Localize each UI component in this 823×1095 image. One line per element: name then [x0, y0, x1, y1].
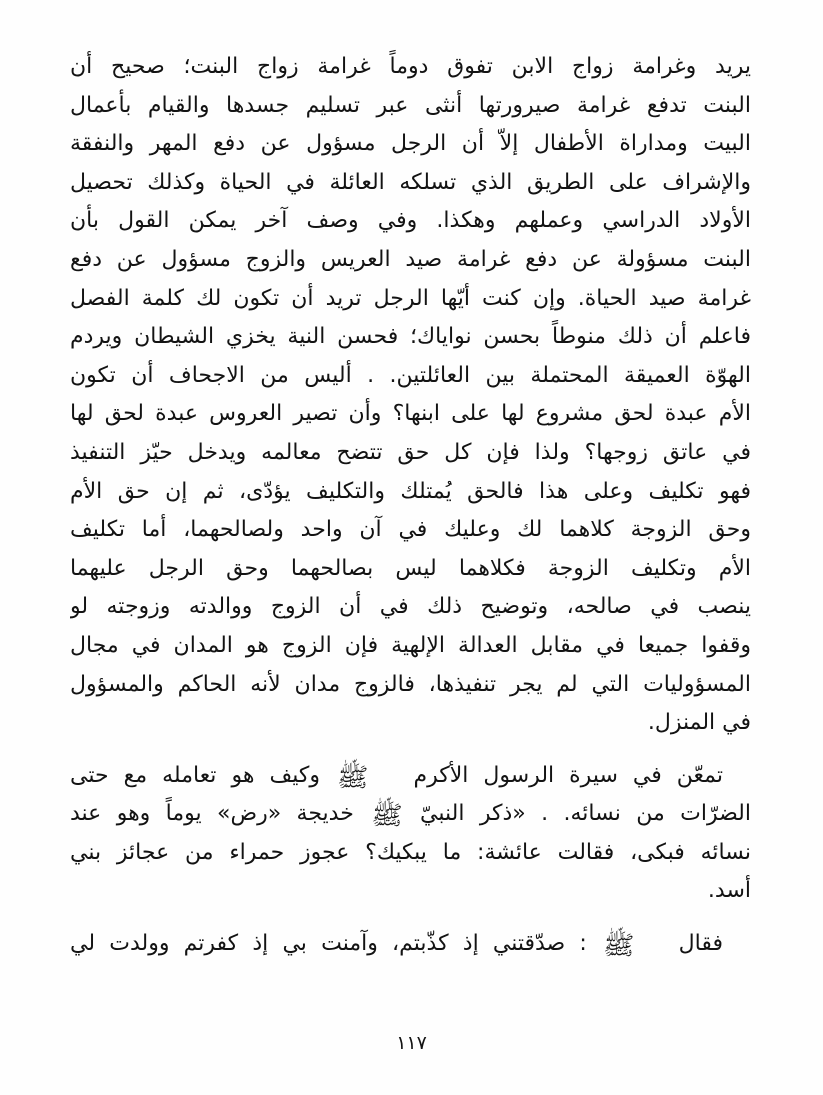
text-line: في عاتق زوجها؟ ولذا فإن كل حق تتضح معالمه ويدخل حيّز التنفيذ — [70, 439, 751, 465]
text-line: فقال ﷺ : صدّقتني إذ كذّبتم، وآمنت بي إذ كفرتم وولدت لي — [70, 931, 723, 962]
text-line: في المنزل. — [647, 710, 751, 736]
text-line: يريد وغرامة زواج الابن تفوق دوماً غرامة زواج البنت؛ صحيح أن — [70, 54, 751, 79]
text-line: نسائه فبكى، فقالت عائشة: ما يبكيك؟ عجوز حمراء من عجائز بني — [70, 839, 751, 865]
prophet-honorific-symbol: ﷺ — [371, 801, 403, 832]
text-line: وقفوا جميعا في مقابل العدالة الإلهية فإن الزوج هو المدان في مجال — [70, 632, 751, 658]
page-number: ١١٧ — [396, 1032, 427, 1054]
text-line: فاعلم أن ذلك منوطاً بحسن نواياك؛ فحسن النية يخزي الشيطان ويردم — [70, 324, 751, 350]
text-line: فهو تكليف وعلى هذا فالحق يُمتلك والتكليف يؤدّى، ثم إن حق الأم — [70, 478, 751, 504]
text-block — [70, 48, 751, 964]
text-line: تمعّن في سيرة الرسول الأكرم ﷺ وكيف هو تعامله مع حتى — [70, 762, 724, 793]
text-line: الأم عبدة لحق مشروع لها على ابنها؟ وأن تصير العروس عبدة لحق لها — [70, 401, 751, 427]
text-line: ينصب في صالحه، وتوضيح ذلك في أن الزوج ووالدته وزوجته لو — [70, 594, 751, 620]
paragraph-3 — [70, 925, 751, 964]
paragraph-2 — [70, 757, 751, 911]
text-line: الأولاد الدراسي وعملهم وهكذا. وفي وصف آخر يمكن القول بأن — [70, 208, 751, 234]
text-line: والإشراف على الطريق الذي تسلكه العائلة في الحياة وكذلك تحصيل — [70, 169, 751, 195]
text-line: أسد. — [707, 878, 751, 904]
text-line: وحق الزوجة كلاهما لك وعليك في آن واحد ولصالحهما، أما تكليف — [70, 517, 751, 543]
text-line: غرامة صيد الحياة. وإن كنت أيّها الرجل تريد أن تكون لك كلمة الفصل — [70, 285, 751, 311]
prophet-honorific-symbol: ﷺ — [337, 762, 369, 793]
text-line: الأم وتكليف الزوجة فكلاهما ليس بصالحهما وحق الرجل عليهما — [70, 555, 751, 581]
text-line: الضرّات من نسائه. . «ذكر النبيّ ﷺ خديجة «رض» يوماً وهو عند — [70, 801, 751, 832]
text-line: البنت مسؤولة عن دفع غرامة صيد العريس والزوج مسؤول عن دفع — [70, 246, 751, 272]
text-line: الهوّة العميقة المحتملة بين العائلتين. . أليس من الاجحاف أن تكون — [70, 362, 751, 388]
text-line: البنت تدفع غرامة صيرورتها أنثى عبر تسليم جسدها والقيام بأعمال — [70, 92, 751, 118]
text-line: البيت ومداراة الأطفال إلاّ أن الرجل مسؤول عن دفع المهر والنفقة — [70, 131, 751, 157]
text-line: المسؤوليات التي لم يجر تنفيذها، فالزوج مدان لأنه الحاكم والمسؤول — [70, 671, 751, 697]
paragraph-1 — [70, 48, 751, 743]
prophet-honorific-symbol: ﷺ — [603, 931, 635, 962]
